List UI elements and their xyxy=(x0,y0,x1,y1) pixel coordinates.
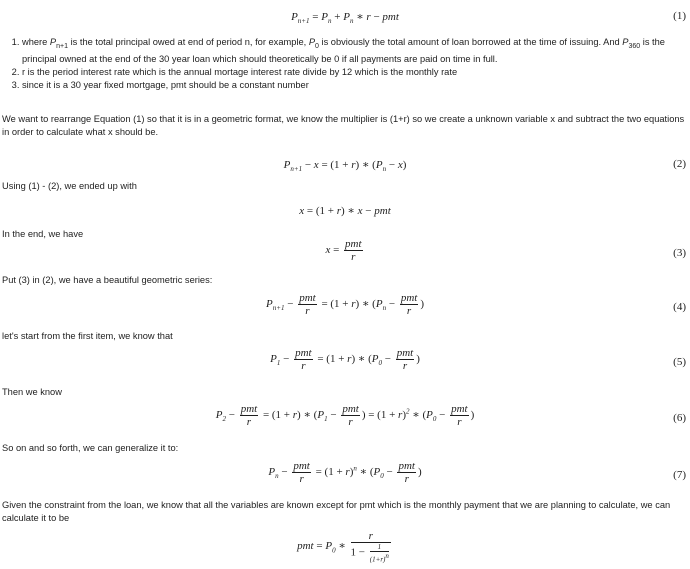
paragraph-using: Using (1) - (2), we ended up with xyxy=(2,181,137,191)
equation-number: (2) xyxy=(673,158,686,170)
equation-number: (6) xyxy=(673,412,686,424)
paragraph-soon: So on and so forth, we can generalize it to: xyxy=(2,443,179,453)
equation-number: (7) xyxy=(673,469,686,481)
equation-6: $P_2$ − pmt r = (1 + r) ∗ ($P_1$ − pmt r ) = $(1 + r)^2$ ∗ ($P_0$ − pmt r ) (6) xyxy=(215,403,686,428)
equation-4: $P_{n+1}$ − pmt r = (1 + r) ∗ ($P_n$ − pmt r ) (4) xyxy=(266,292,686,317)
equation-1: $P_{n+1} = P_n + P_n$ ∗ r − pmt (1) xyxy=(291,10,686,26)
list-item: 2. r is the period interest rate which is the annual mortage interest rate divide by 12 which is the monthly rate xyxy=(22,66,690,79)
paragraph-put: Put (3) in (2), we have a beautiful geometric series: xyxy=(2,275,213,285)
equation-number: (3) xyxy=(673,247,686,259)
equation-pmt: pmt = $P_0$ ∗ r 1 − $\frac{1}{(1+r)^n}$ xyxy=(297,530,389,564)
paragraph-given: Given the constraint from the loan, we know that all the variables are known except for pmt which is the monthly payment that we are planning to calculate, we can calculate it to be xyxy=(2,500,671,523)
paragraph-rearrange: We want to rearrange Equation (1) so that it is in a geometric format, we know the multiplier is (1+r) so we create a unknown variable x and subtract the two equations in order to calculate what x should be. xyxy=(2,114,685,137)
equation-7: $P_n$ − pmt r = $(1 + r)^n$ ∗ ($P_0$ − pmt r ) (7) xyxy=(268,460,686,485)
equation-5: $P_1$ − pmt r = (1 + r) ∗ ($P_0$ − pmt r ) (5) xyxy=(270,347,686,372)
paragraph-end: In the end, we have xyxy=(2,229,84,239)
equation-number: (1) xyxy=(673,10,686,22)
paragraph-start: let's start from the first item, we know that xyxy=(2,331,173,341)
equation-number: (5) xyxy=(673,356,686,368)
equation-intermediate: x = (1 + r) ∗ x − pmt xyxy=(299,205,391,217)
paragraph-then: Then we know xyxy=(2,387,62,397)
equation-number: (4) xyxy=(673,301,686,313)
definitions-list xyxy=(8,36,690,92)
equation-2: $P_{n+1} - x = (1 + r)$ ∗ $(P_n - x)$ (2) xyxy=(283,158,686,174)
list-item: 3. since it is a 30 year fixed mortgage, pmt should be a constant number xyxy=(22,79,690,92)
equation-3: x = pmt r (3) xyxy=(325,238,686,263)
list-item: 1. where $P_{n+1}$ is the total principal owed at end of period n, for example, $P_0$ is obviously the total amount of loan borrowed at the time of issuing. And $P_{360}$ is the principal owned at the end of the 30 year loan which should theoretically be 0 if all payments are paid on time in full. xyxy=(22,36,690,66)
